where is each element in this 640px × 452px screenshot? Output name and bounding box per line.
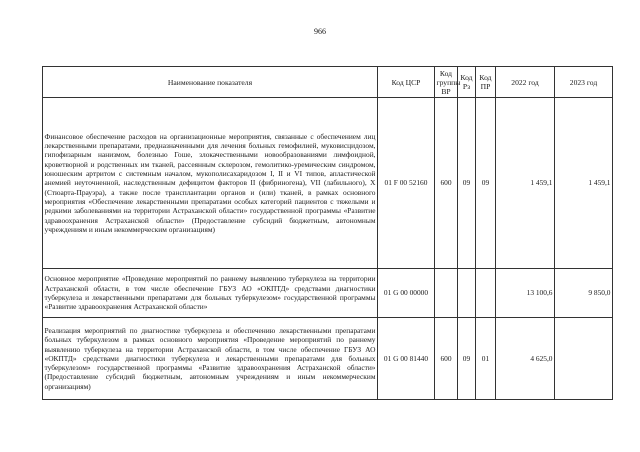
header-name: Наименование показателя: [43, 67, 378, 98]
header-rz-code: Код Рз: [458, 67, 476, 98]
row-amount-2022: 13 100,6: [496, 269, 555, 318]
row-amount-2023: 9 850,0: [555, 269, 613, 318]
table-header-row: [43, 67, 613, 98]
header-vr-group-code: Код группы ВР: [436, 68, 461, 96]
table-row: [43, 98, 613, 269]
row-name: Финансовое обеспечение расходов на организационные мероприятия, связанные с обеспечением лиц лекарственными препаратами, предназначенными для лечения больных гемофилией, муковисцидозом, гипофизарным нанизмом, болезнью Гоше, злокачественными новообразованиями лимфоидной, кроветворной и родственных им тканей, рассеянным склерозом, гемолитико-уремическим синдромом, юношеским артритом с системным началом, мукополисахаридозом I, II и VI типов, апластической анемией неуточненной, наследственным дефицитом факторов II (фибриногена), VII (лабильного), X (Стюарта-Прауэра), а также после трансплантации органов и (или) тканей, в рамках основного мероприятия «Обеспечение лекарственными препаратами особых категорий пациентов с тяжелыми и редкими заболеваниями на территории Астраханской области» государственной программы «Развитие здравоохранения Астраханской области» (Предоставление субсидий бюджетным, автономным учреждениям и иным некоммерческим организациям): [43, 98, 378, 269]
page-number: 966: [314, 27, 326, 36]
row-name: Основное мероприятие «Проведение мероприятий по раннему выявлению туберкулеза на территории Астраханской области, в том числе обеспечение ГБУЗ АО «ОКПТД» средствами диагностики туберкулеза и лекарственными препаратами для больных туберкулезом» государственной программы «Развитие здравоохранения Астраханской области»: [43, 269, 378, 318]
row-amount-2022: 1 459,1: [496, 98, 555, 269]
row-rz-code: [458, 269, 476, 318]
row-rz-code: 09: [458, 318, 476, 400]
row-vr-group-code: 600: [435, 98, 458, 269]
row-rz-code: 09: [458, 98, 476, 269]
row-amount-2023: 1 459,1: [555, 98, 613, 269]
budget-table: [42, 66, 613, 400]
table-row: [43, 269, 613, 318]
row-vr-group-code: [435, 269, 458, 318]
row-pr-code: 01: [476, 318, 496, 400]
row-amount-2022: 4 625,0: [496, 318, 555, 400]
row-amount-2023: [555, 318, 613, 400]
row-pr-code: 09: [476, 98, 496, 269]
row-csr-code: 01 G 00 00000: [378, 269, 435, 318]
header-csr-code: Код ЦСР: [378, 67, 435, 98]
row-csr-code: 01 F 00 52160: [378, 98, 435, 269]
row-pr-code: [476, 269, 496, 318]
header-pr-code: Код ПР: [476, 67, 496, 98]
header-year-2023: 2023 год: [555, 67, 613, 98]
row-csr-code: 01 G 00 81440: [378, 318, 435, 400]
row-vr-group-code: 600: [435, 318, 458, 400]
row-name: Реализация мероприятий по диагностике туберкулеза и обеспечению лекарственными препаратами больных туберкулезом в рамках основного мероприятия «Проведение мероприятий по раннему выявлению туберкулеза на территории Астраханской области, в том числе обеспечение ГБУЗ АО «ОКПТД» средствами диагностики туберкулеза и лекарственными препаратами для больных туберкулезом» государственной программы «Развитие здравоохранения Астраханской области» (Предоставление субсидий бюджетным, автономным учреждениям и иным некоммерческим организациям): [43, 318, 378, 400]
table-row: [43, 318, 613, 400]
header-year-2022: 2022 год: [496, 67, 555, 98]
